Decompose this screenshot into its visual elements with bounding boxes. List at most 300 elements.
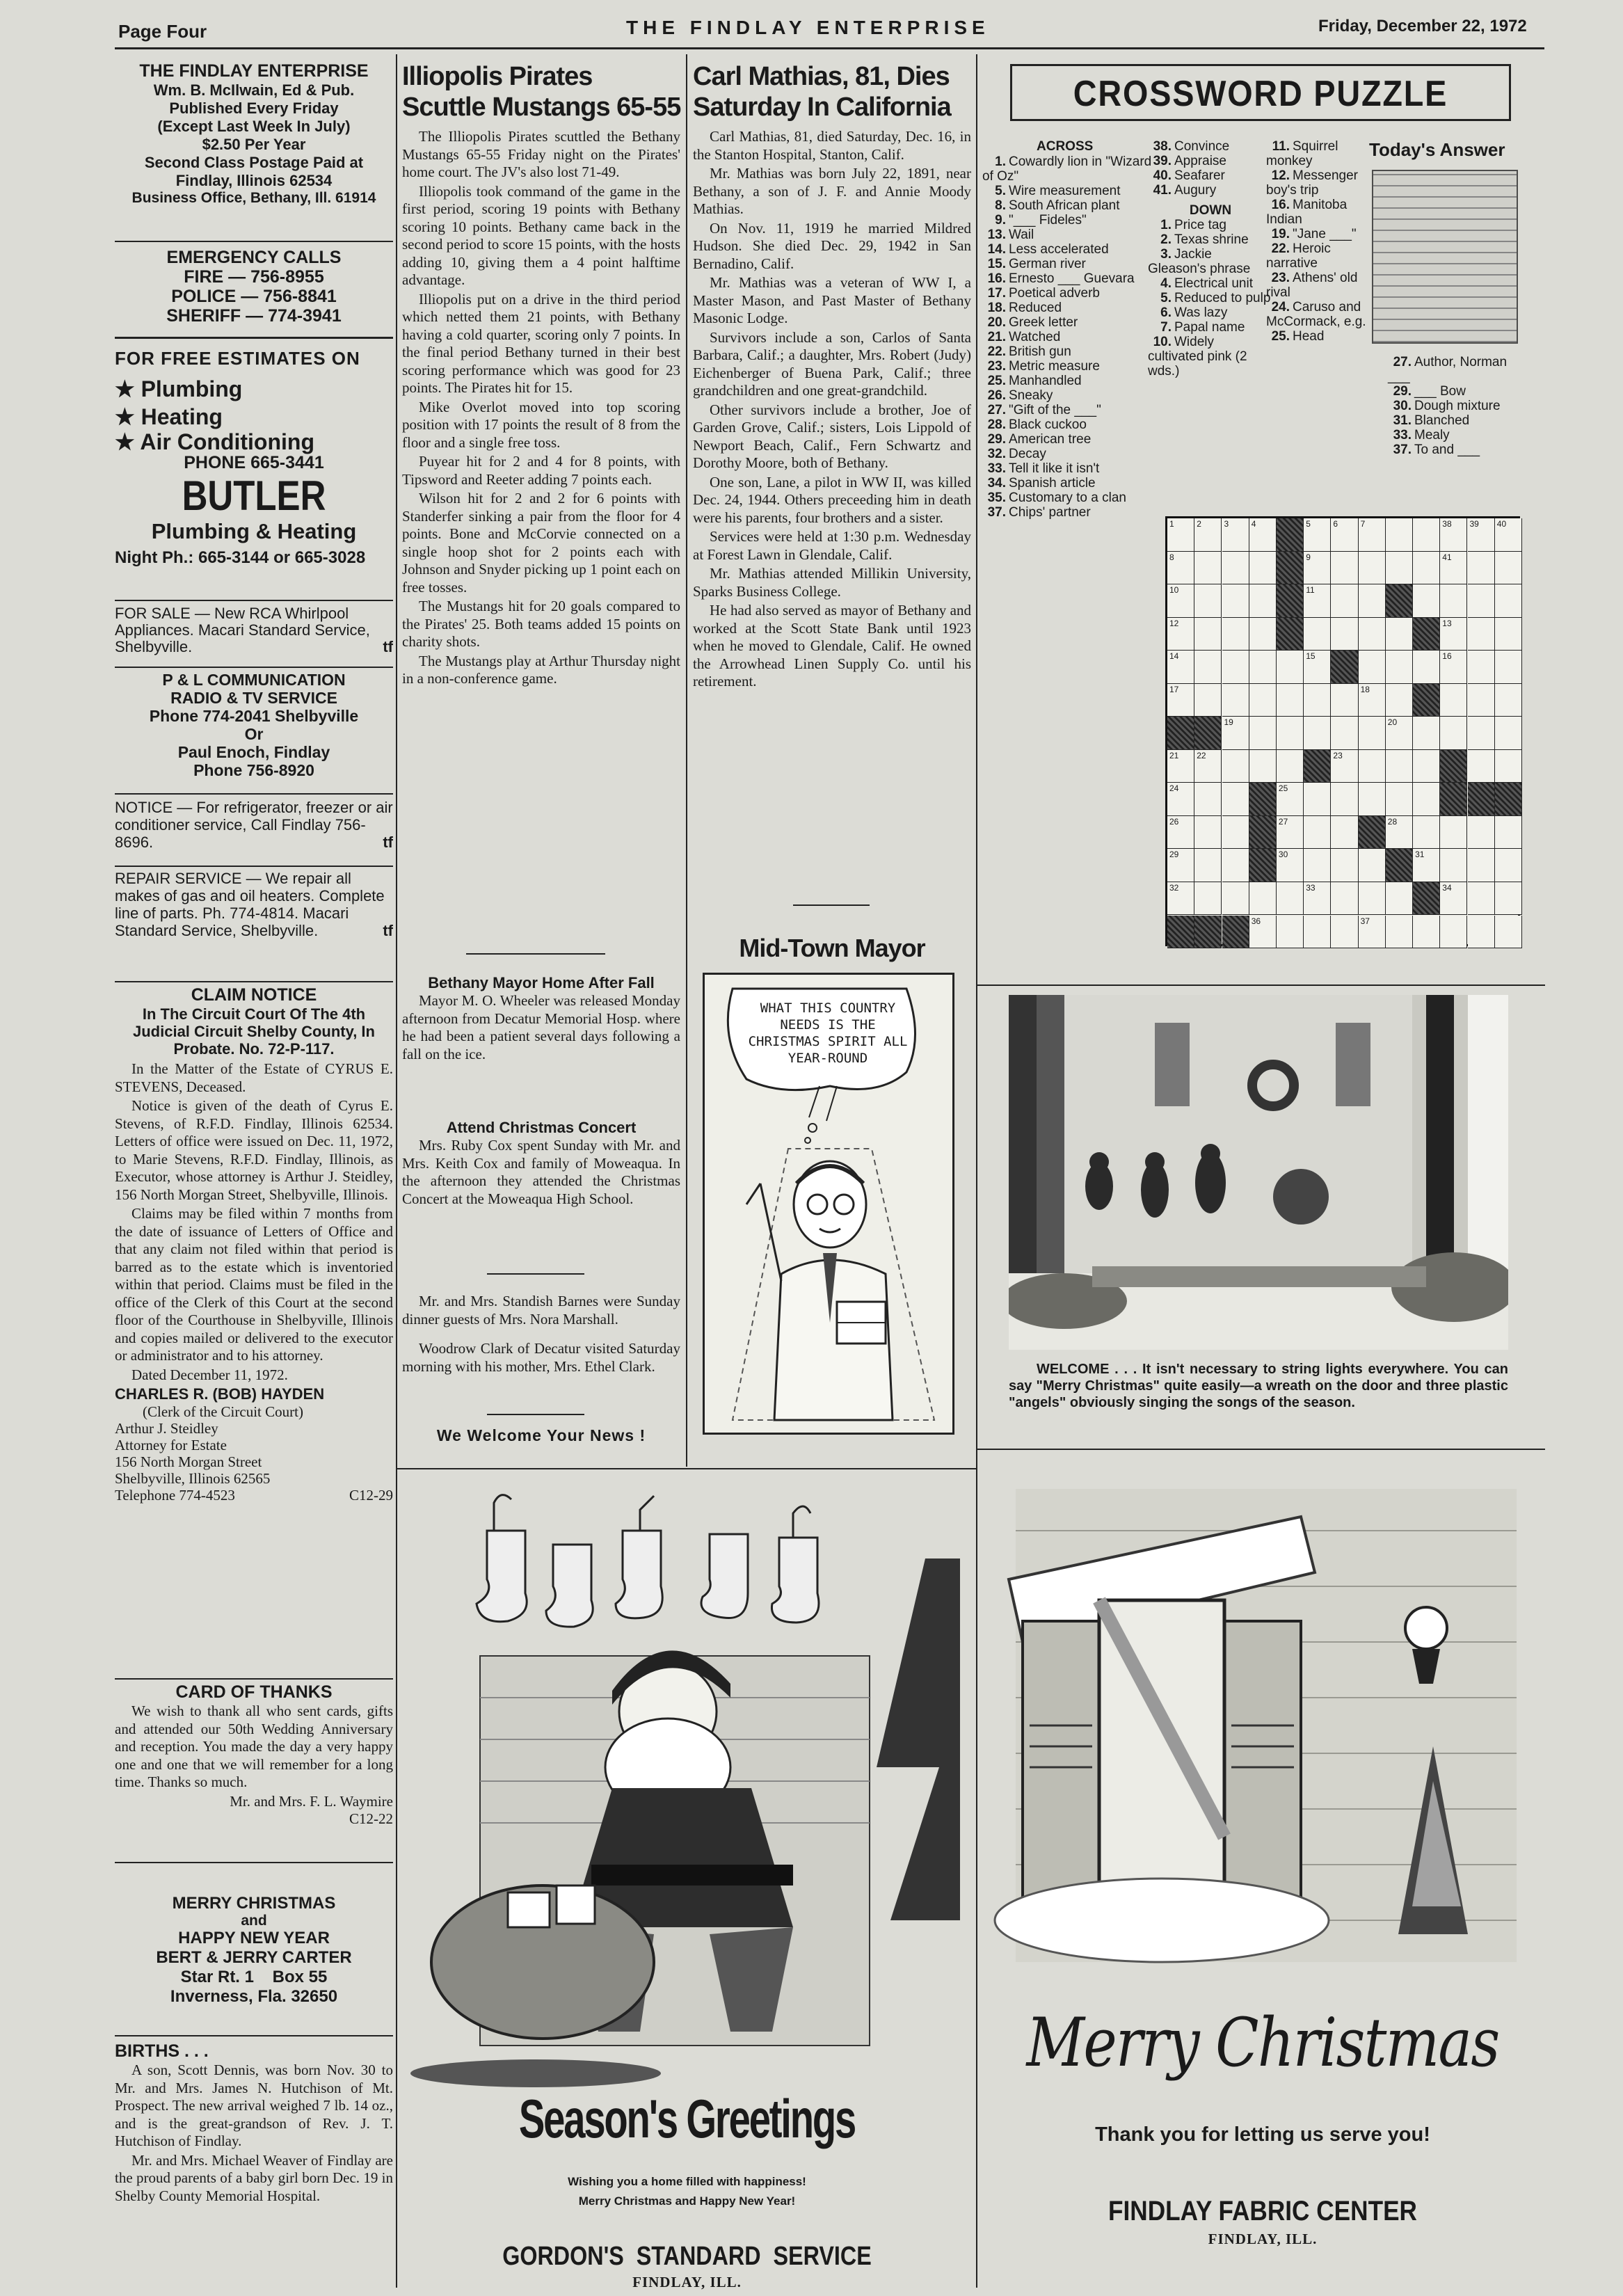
grid-cell[interactable]: [1359, 882, 1386, 916]
cell-number: 14: [1169, 651, 1179, 662]
grid-block: [1277, 518, 1304, 552]
pirates-article: [402, 61, 680, 689]
grid-cell[interactable]: [1386, 684, 1413, 717]
grid-cell[interactable]: [1222, 882, 1249, 916]
grid-cell[interactable]: [1277, 717, 1304, 750]
carter-line: Inverness, Fla. 32650: [170, 1987, 338, 2006]
grid-cell[interactable]: [1468, 916, 1495, 949]
grid-cell[interactable]: [1495, 684, 1522, 717]
grid-cell[interactable]: [1359, 618, 1386, 651]
answer-title: Today's Answer: [1369, 139, 1505, 160]
grid-cell[interactable]: [1468, 518, 1495, 552]
down-heading: DOWN: [1189, 203, 1232, 218]
grid-cell[interactable]: [1331, 618, 1358, 651]
repair-notice: REPAIR SERVICE — We repair all makes of gas and oil heaters. Complete line of parts. Ph. 774-4814. Macari Standard Service, Shelbyville. tf: [115, 870, 393, 939]
grid-cell[interactable]: [1440, 849, 1467, 882]
gordons-name: GORDON'S STANDARD SERVICE: [502, 2242, 872, 2271]
grid-cell[interactable]: [1194, 518, 1222, 552]
grid-cell[interactable]: [1386, 750, 1413, 783]
clue: 39. Appraise: [1153, 154, 1226, 168]
page-number: Page Four: [118, 21, 207, 42]
carter-ad: [115, 1894, 393, 2007]
gordons-ad: [403, 1475, 970, 2289]
gordons-wish: Merry Christmas and Happy New Year!: [578, 2194, 796, 2208]
grid-cell[interactable]: [1386, 816, 1413, 850]
grid-cell[interactable]: [1440, 684, 1467, 717]
grid-block: [1249, 783, 1277, 816]
clue: 21. Watched: [987, 330, 1061, 344]
grid-cell[interactable]: [1222, 584, 1249, 618]
pirates-para: The Mustangs hit for 20 goals compared to the Pirates' 25. Both teams added 15 points on charity shots.: [402, 598, 680, 650]
cell-number: 18: [1360, 684, 1370, 694]
card-of-thanks: [115, 1682, 393, 1828]
grid-cell[interactable]: [1359, 750, 1386, 783]
clue: 1. Price tag: [1160, 218, 1226, 232]
cell-number: 9: [1306, 552, 1311, 562]
grid-cell[interactable]: [1413, 849, 1440, 882]
grid-cell[interactable]: [1277, 849, 1304, 882]
grid-cell[interactable]: [1413, 651, 1440, 684]
grid-cell[interactable]: [1386, 783, 1413, 816]
claim-court: In The Circuit Court Of The 4th Judicial Circuit Shelby County, In Probate. No. 72-P-117.: [133, 1005, 375, 1058]
section-rule: [976, 984, 1545, 986]
grid-cell[interactable]: [1249, 618, 1277, 651]
cell-number: 41: [1442, 552, 1452, 562]
pl-line: P & L COMMUNICATION: [162, 671, 346, 689]
grid-cell[interactable]: [1167, 882, 1194, 916]
grid-cell[interactable]: [1468, 684, 1495, 717]
cartoon-speech-bubble: WHAT THIS COUNTRY NEEDS IS THE CHRISTMAS SPIRIT ALL YEAR-ROUND: [748, 1000, 908, 1066]
births-para: A son, Scott Dennis, was born Nov. 30 to Mr. and Mrs. James N. Hutchison of Mt. Prospect. The new arrival weighed 7 lb. 14 oz., and is the great-grandson of Rev. J. T. Hutchison of Findlay.: [115, 2062, 393, 2149]
clue: 9. "___ Fideles": [995, 213, 1087, 228]
grid-cell[interactable]: [1413, 518, 1440, 552]
grid-cell[interactable]: [1249, 651, 1277, 684]
grid-cell[interactable]: [1495, 882, 1522, 916]
grid-cell[interactable]: [1359, 552, 1386, 585]
grid-cell[interactable]: [1386, 651, 1413, 684]
masthead-title: THE FINDLAY ENTERPRISE: [139, 61, 369, 81]
grid-block: [1194, 717, 1222, 750]
mathias-headline: Carl Mathias, 81, Dies: [693, 62, 950, 91]
grid-cell[interactable]: [1359, 684, 1386, 717]
crossword-title: CROSSWORD PUZZLE: [1073, 74, 1448, 114]
grid-cell[interactable]: [1249, 882, 1277, 916]
grid-cell[interactable]: [1413, 783, 1440, 816]
grid-cell[interactable]: [1413, 717, 1440, 750]
grid-cell[interactable]: [1304, 618, 1331, 651]
clue: 33. Tell it like it isn't: [987, 461, 1100, 476]
clue: 5. Reduced to pulp: [1160, 291, 1271, 305]
grid-cell[interactable]: [1468, 651, 1495, 684]
grid-cell[interactable]: [1222, 618, 1249, 651]
cell-number: 31: [1415, 850, 1425, 860]
grid-cell[interactable]: [1304, 518, 1331, 552]
clue: 6. Was lazy: [1160, 305, 1228, 320]
claim-attorney: Attorney for Estate: [115, 1437, 227, 1453]
across-clues: [982, 154, 1153, 520]
header-rule: [115, 47, 1544, 49]
masthead-postage: Second Class Postage Paid at: [144, 154, 364, 171]
grid-cell[interactable]: [1249, 684, 1277, 717]
grid-cell[interactable]: [1277, 816, 1304, 850]
thanks-title: CARD OF THANKS: [175, 1682, 333, 1702]
grid-cell[interactable]: [1194, 816, 1222, 850]
grid-cell[interactable]: [1331, 717, 1358, 750]
grid-cell[interactable]: [1167, 518, 1194, 552]
masthead-postage-town: Findlay, Illinois 62534: [175, 172, 333, 189]
concert-article: [402, 1119, 680, 1209]
grid-block: [1413, 882, 1440, 916]
grid-cell[interactable]: [1440, 882, 1467, 916]
grid-cell[interactable]: [1277, 651, 1304, 684]
gordons-town: FINDLAY, ILL.: [632, 2274, 742, 2290]
cell-number: 11: [1306, 585, 1315, 596]
clue: 27. "Gift of the ___": [987, 403, 1101, 417]
clue: 3. Jackie Gleason's phrase: [1148, 247, 1251, 276]
grid-cell[interactable]: [1304, 916, 1331, 949]
grid-cell[interactable]: [1222, 750, 1249, 783]
grid-cell[interactable]: [1331, 882, 1358, 916]
grid-cell[interactable]: [1167, 684, 1194, 717]
grid-block: [1413, 684, 1440, 717]
claim-clerk: CHARLES R. (BOB) HAYDEN: [115, 1385, 325, 1403]
clue: 37. Chips' partner: [987, 505, 1091, 520]
grid-cell[interactable]: [1359, 916, 1386, 949]
masthead-price: $2.50 Per Year: [202, 136, 306, 153]
grid-cell[interactable]: [1222, 816, 1249, 850]
cartoon-panel: [703, 973, 954, 1435]
grid-cell[interactable]: [1167, 552, 1194, 585]
grid-cell[interactable]: [1194, 584, 1222, 618]
cell-number: 8: [1169, 552, 1174, 562]
mathias-para: Services were held at 1:30 p.m. Wednesday at Forest Lawn in Glendale, Calif.: [693, 528, 971, 563]
births-title: BIRTHS . . .: [115, 2041, 209, 2061]
claim-para: Claims may be filed within 7 months from the date of issuance of Letters of Office and that any claim not filed within that period is barred as to the estate which is inventoried within that period. Claims must be filed in the office of the Clerk of this Court at the second floor of the Courthouse in Shelbyville, Illinois and copies mailed or delivered to the executor or administrator and to his attorney.: [115, 1205, 393, 1364]
cell-number: 29: [1169, 850, 1179, 860]
clue: 7. Papal name: [1160, 320, 1245, 335]
grid-cell[interactable]: [1194, 552, 1222, 585]
clue: 24. Caruso and McCormack, e.g.: [1266, 300, 1366, 329]
emergency-police: POLICE — 756-8841: [171, 287, 337, 306]
cell-number: 28: [1387, 816, 1398, 827]
mayor-article: [402, 974, 680, 1065]
grid-block: [1167, 717, 1194, 750]
porch-photo: [1009, 995, 1508, 1350]
grid-cell[interactable]: [1440, 518, 1467, 552]
concert-headline: Attend Christmas Concert: [446, 1119, 637, 1136]
grid-cell[interactable]: [1167, 849, 1194, 882]
grid-block: [1167, 916, 1194, 949]
grid-cell[interactable]: [1167, 584, 1194, 618]
clue: 13. Wail: [987, 228, 1034, 242]
grid-cell[interactable]: [1249, 717, 1277, 750]
grid-cell[interactable]: [1222, 552, 1249, 585]
pirates-para: Illiopolis took command of the game in the first period, scoring 19 points with Bethany scoring 10 points. Bethany came back in the second period to score 15 points, with the hosts adding 10, giving them a 4 point halftime advantage.: [402, 182, 680, 288]
grid-cell[interactable]: [1495, 651, 1522, 684]
cell-number: 1: [1169, 519, 1174, 529]
welcome-news: We Welcome Your News !: [436, 1426, 646, 1444]
butler-item: ★ Air Conditioning: [115, 429, 314, 454]
clue: 25. Manhandled: [987, 374, 1082, 388]
issue-date: Friday, December 22, 1972: [1318, 17, 1527, 35]
section-rule: [396, 1468, 977, 1469]
clue: 33. Mealy: [1393, 428, 1450, 443]
clue: 16. Manitoba Indian: [1266, 198, 1348, 227]
grid-cell[interactable]: [1413, 816, 1440, 850]
claim-para: In the Matter of the Estate of CYRUS E. STEVENS, Deceased.: [115, 1060, 393, 1095]
grid-cell[interactable]: [1277, 783, 1304, 816]
claim-title: CLAIM NOTICE: [191, 985, 317, 1005]
carter-line: MERRY CHRISTMAS: [172, 1894, 336, 1913]
grid-cell[interactable]: [1277, 684, 1304, 717]
grid-cell[interactable]: [1167, 816, 1194, 850]
clue: 2. Texas shrine: [1160, 232, 1249, 247]
cell-number: 21: [1169, 750, 1179, 760]
butler-title: FOR FREE ESTIMATES ON: [115, 348, 360, 369]
grid-cell[interactable]: [1331, 849, 1358, 882]
grid-cell[interactable]: [1222, 518, 1249, 552]
grid-cell[interactable]: [1468, 584, 1495, 618]
grid-cell[interactable]: [1440, 584, 1467, 618]
grid-cell[interactable]: [1440, 651, 1467, 684]
concert-body: Mrs. Ruby Cox spent Sunday with Mr. and Mrs. Keith Cox and family of Moweaqua. In the afternoon they attended the Christmas Concert at the Moweaqua High School.: [402, 1137, 680, 1207]
grid-cell[interactable]: [1304, 717, 1331, 750]
column-rule: [396, 54, 397, 2288]
grid-cell[interactable]: [1495, 618, 1522, 651]
grid-cell[interactable]: [1495, 849, 1522, 882]
grid-cell[interactable]: [1222, 684, 1249, 717]
running-title: THE FINDLAY ENTERPRISE: [626, 17, 990, 38]
grid-cell[interactable]: [1495, 552, 1522, 585]
grid-cell[interactable]: [1468, 717, 1495, 750]
emergency-title: EMERGENCY CALLS: [166, 248, 342, 267]
down-clues: [1388, 355, 1527, 457]
butler-name: BUTLER: [182, 472, 326, 519]
section-rule: [976, 1449, 1545, 1450]
grid-cell[interactable]: [1468, 552, 1495, 585]
cell-number: 7: [1360, 519, 1366, 529]
grid-cell[interactable]: [1304, 651, 1331, 684]
grid-block: [1440, 750, 1467, 783]
grid-cell[interactable]: [1440, 618, 1467, 651]
pirates-para: The Illiopolis Pirates scuttled the Bethany Mustangs 65-55 Friday night on the Pirates' home court. The JV's also lost 71-49.: [402, 128, 680, 180]
clue: 37. To and ___: [1393, 443, 1480, 457]
cell-number: 40: [1496, 519, 1507, 529]
grid-cell[interactable]: [1222, 849, 1249, 882]
emergency-fire: FIRE — 756-8955: [184, 267, 324, 287]
grid-cell[interactable]: [1440, 816, 1467, 850]
photo-caption: WELCOME . . . It isn't necessary to string lights everywhere. You can say "Merry Christmas" quite easily—a wreath on the door and three plastic "angels" obviously singing the songs of the season.: [1009, 1362, 1508, 1410]
grid-cell[interactable]: [1304, 783, 1331, 816]
grid-block: [1277, 584, 1304, 618]
grid-cell[interactable]: [1304, 584, 1331, 618]
grid-cell[interactable]: [1331, 518, 1358, 552]
cell-number: 39: [1469, 519, 1479, 529]
grid-cell[interactable]: [1413, 584, 1440, 618]
pl-communication-ad: [115, 671, 393, 779]
grid-cell[interactable]: [1386, 618, 1413, 651]
grid-block: [1249, 849, 1277, 882]
grid-cell[interactable]: [1495, 750, 1522, 783]
grid-cell[interactable]: [1167, 651, 1194, 684]
carter-line: HAPPY NEW YEAR: [178, 1929, 330, 1947]
fabric-ad: [981, 1489, 1544, 2289]
butler-phone: PHONE 665-3441: [184, 453, 324, 472]
grid-cell[interactable]: [1249, 916, 1277, 949]
grid-cell[interactable]: [1304, 816, 1331, 850]
cell-number: 30: [1278, 850, 1288, 860]
grid-cell[interactable]: [1194, 849, 1222, 882]
barnes-item: Mr. and Mrs. Standish Barnes were Sunday dinner guests of Mrs. Nora Marshall.: [402, 1293, 680, 1328]
cell-number: 19: [1224, 717, 1233, 728]
clue: 40. Seafarer: [1153, 168, 1225, 183]
cell-number: 20: [1387, 717, 1398, 728]
grid-cell[interactable]: [1249, 518, 1277, 552]
for-sale-notice: FOR SALE — New RCA Whirlpool Appliances. Macari Standard Service, Shelbyville. tf: [115, 605, 393, 655]
grid-cell[interactable]: [1194, 783, 1222, 816]
grid-cell[interactable]: [1386, 552, 1413, 585]
grid-block: [1386, 849, 1413, 882]
grid-cell[interactable]: [1468, 618, 1495, 651]
cell-number: 27: [1278, 816, 1288, 827]
grid-cell[interactable]: [1359, 717, 1386, 750]
cell-number: 34: [1442, 882, 1452, 893]
clue: 14. Less accelerated: [987, 242, 1109, 257]
butler-sub: Plumbing & Heating: [151, 519, 357, 543]
star-icon: ★: [115, 404, 135, 429]
grid-cell[interactable]: [1331, 552, 1358, 585]
grid-block: [1468, 783, 1495, 816]
grid-cell[interactable]: [1495, 816, 1522, 850]
grid-cell[interactable]: [1468, 750, 1495, 783]
grid-cell[interactable]: [1304, 849, 1331, 882]
star-icon: ★: [115, 376, 135, 401]
grid-cell[interactable]: [1413, 552, 1440, 585]
grid-cell[interactable]: [1386, 916, 1413, 949]
grid-cell[interactable]: [1440, 717, 1467, 750]
grid-cell[interactable]: [1167, 783, 1194, 816]
grid-cell[interactable]: [1331, 684, 1358, 717]
masthead-except: (Except Last Week In July): [157, 118, 351, 135]
grid-cell[interactable]: [1359, 783, 1386, 816]
grid-cell[interactable]: [1277, 916, 1304, 949]
pirates-headline: Scuttle Mustangs 65-55: [402, 93, 681, 122]
carter-line: and: [241, 1913, 267, 1929]
grid-cell[interactable]: [1359, 651, 1386, 684]
grid-cell[interactable]: [1359, 849, 1386, 882]
grid-cell[interactable]: [1359, 518, 1386, 552]
pl-line: Phone 756-8920: [193, 761, 314, 779]
mathias-para: Mr. Mathias was born July 22, 1891, near Bethany, a son of J. F. and Annie Moody Mathias.: [693, 165, 971, 217]
grid-cell[interactable]: [1495, 518, 1522, 552]
grid-cell[interactable]: [1468, 849, 1495, 882]
mathias-para: Mr. Mathias was a veteran of WW I, a Master Mason, and Past Master of Bethany Masonic Lodge.: [693, 274, 971, 326]
grid-cell[interactable]: [1194, 618, 1222, 651]
grid-cell[interactable]: [1194, 750, 1222, 783]
grid-cell[interactable]: [1413, 916, 1440, 949]
grid-cell[interactable]: [1440, 916, 1467, 949]
cartoon-title: Mid-Town Mayor: [739, 934, 925, 962]
cell-number: 36: [1251, 916, 1261, 926]
grid-cell[interactable]: [1277, 882, 1304, 916]
masthead-office: Business Office, Bethany, Ill. 61914: [131, 190, 376, 206]
grid-cell[interactable]: [1304, 882, 1331, 916]
grid-cell[interactable]: [1331, 916, 1358, 949]
mathias-para: He had also served as mayor of Bethany and worked at the Scott State Bank until 1923 when he moved to Glendale, Calif. He owned the Arrowhead Linen Supply Co. until his retirement.: [693, 602, 971, 689]
grid-block: [1331, 651, 1358, 684]
grid-cell[interactable]: [1495, 916, 1522, 949]
births: [115, 2041, 393, 2206]
grid-cell[interactable]: [1331, 783, 1358, 816]
clue: 1. Cowardly lion in "Wizard of Oz": [982, 154, 1152, 184]
clue: 29. ___ Bow: [1393, 384, 1466, 399]
grid-cell[interactable]: [1167, 618, 1194, 651]
clue: 18. Reduced: [987, 301, 1062, 315]
grid-cell[interactable]: [1331, 750, 1358, 783]
grid-cell[interactable]: [1440, 552, 1467, 585]
claim-clerk-sub: (Clerk of the Circuit Court): [143, 1403, 303, 1420]
grid-cell[interactable]: [1386, 882, 1413, 916]
clue: 16. Ernesto ___ Guevara: [987, 271, 1135, 286]
grid-cell[interactable]: [1277, 750, 1304, 783]
fabric-thanks: Thank you for letting us serve you!: [1095, 2123, 1430, 2146]
clue: 15. German river: [987, 257, 1086, 271]
grid-cell[interactable]: [1495, 717, 1522, 750]
grid-cell[interactable]: [1249, 584, 1277, 618]
thanks-body: We wish to thank all who sent cards, gifts and attended our 50th Wedding Anniversary and reception. You made the day a very happy one and one that we will remember for a long time. Thanks so much.: [115, 1703, 393, 1790]
emergency-sheriff: SHERIFF — 774-3941: [166, 306, 342, 326]
grid-cell[interactable]: [1386, 717, 1413, 750]
butler-ad: [115, 348, 393, 568]
grid-cell[interactable]: [1495, 584, 1522, 618]
claim-attorney: Arthur J. Steidley: [115, 1420, 218, 1437]
grid-block: [1440, 783, 1467, 816]
grid-cell[interactable]: [1304, 552, 1331, 585]
births-para: Mr. and Mrs. Michael Weaver of Findlay are the proud parents of a baby girl born Dec. 19 in Shelby County Memorial Hospital.: [115, 2151, 393, 2204]
grid-cell[interactable]: [1222, 717, 1249, 750]
grid-cell[interactable]: [1331, 816, 1358, 850]
cell-number: 4: [1251, 519, 1256, 529]
grid-cell[interactable]: [1331, 584, 1358, 618]
carter-line: Star Rt. 1 Box 55: [180, 1968, 328, 1986]
grid-cell[interactable]: [1304, 684, 1331, 717]
down-clues: [1148, 139, 1273, 378]
grid-cell[interactable]: [1194, 651, 1222, 684]
pirates-para: Puyear hit for 2 and 4 for 8 points, with Tipsword and Reeter adding 7 points each.: [402, 453, 680, 488]
clue: 34. Spanish article: [987, 476, 1096, 491]
clue: 31. Blanched: [1393, 413, 1470, 428]
grid-cell[interactable]: [1194, 882, 1222, 916]
grid-cell[interactable]: [1413, 750, 1440, 783]
butler-item: ★ Heating: [115, 404, 223, 429]
grid-cell[interactable]: [1468, 816, 1495, 850]
grid-cell[interactable]: [1249, 750, 1277, 783]
grid-cell[interactable]: [1359, 584, 1386, 618]
grid-cell[interactable]: [1194, 684, 1222, 717]
grid-cell[interactable]: [1386, 518, 1413, 552]
grid-cell[interactable]: [1249, 552, 1277, 585]
grid-cell[interactable]: [1222, 651, 1249, 684]
claim-notice: [115, 985, 393, 1504]
grid-cell[interactable]: [1167, 750, 1194, 783]
crossword-title-box: [1010, 64, 1511, 121]
grid-cell[interactable]: [1222, 783, 1249, 816]
grid-cell[interactable]: [1468, 882, 1495, 916]
cell-number: 2: [1197, 519, 1201, 529]
clue: 4. Electrical unit: [1160, 276, 1253, 291]
carter-line: BERT & JERRY CARTER: [156, 1948, 352, 1967]
snowy-window-illustration: [981, 1489, 1544, 1976]
